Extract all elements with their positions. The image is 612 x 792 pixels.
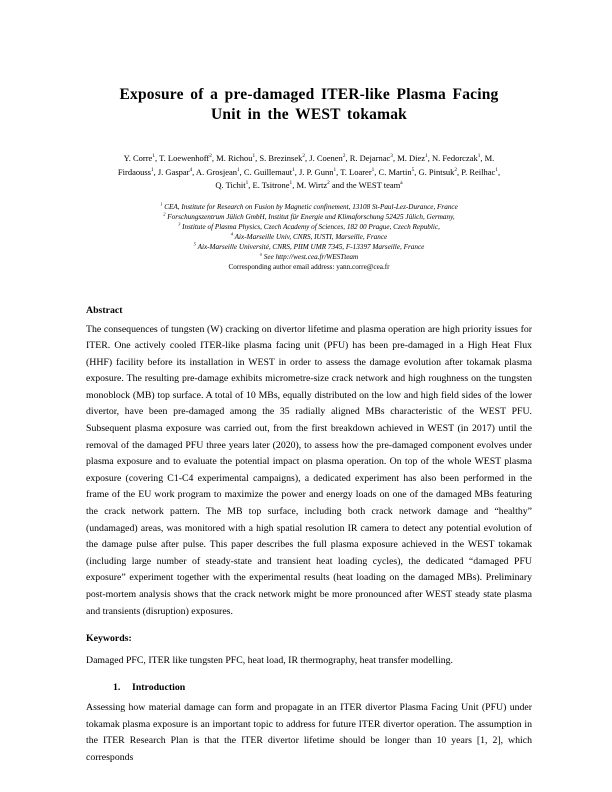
affiliation-3: $^3$ Institute of Plasma Physics, Czech Academy of Sciences, 182 00 Prague, Czech Republic, (178, 221, 440, 231)
affiliation-1: $^1$ CEA, Institute for Research on Fusion by Magnetic confinement, 13108 St-Paul-Lez-Durance, France (160, 201, 458, 211)
section-label: Introduction (132, 682, 186, 694)
authors-line-2: Firdaouss$^1$, J. Gaspar$^4$, A. Grosjean$^1$, C. Guillemaut$^1$, J. P. Gunn$^1$, T. Loarer$^1$, C. Martin$^5$, G. Pintsuk$^2$, P. Reilhac$^1$, (117, 166, 501, 177)
paper-title-line-2: Unit in the WEST tokamak (211, 106, 407, 123)
section-heading-introduction (86, 681, 532, 695)
section-number: 1. (113, 682, 121, 694)
introduction-paragraph: Assessing how material damage can form and propagate in an ITER divertor Plasma Facing Unit (PFU) under tokamak plasma exposure is an important topic to address for future ITER divertor operation. The assumption in the ITER Research Plan is that the ITER divertor lifetime should be longer than 10 years [1, 2], which corresponds (86, 702, 532, 763)
authors-line-3: Q. Tichit$^1$, E. Tsitrone$^1$, M. Wirtz$^2$ and the WEST team$^a$ (215, 180, 403, 190)
corresponding-author-line: Corresponding author email address: yann.corre@cea.fr (228, 262, 390, 271)
keywords-text: Damaged PFC, ITER like tungsten PFC, heat load, IR thermography, heat transfer modelling. (86, 655, 453, 667)
affiliation-2: $^2$ Forschungszentrum Jülich GmbH, Institut für Energie und Klimaforschung 52425 Jülich, Germany, (163, 211, 455, 221)
paper-title (86, 85, 532, 125)
page-content (86, 0, 532, 767)
keywords-heading: Keywords: (86, 633, 132, 645)
affiliation-5: $^5$ Aix-Marseille Université, CNRS, PIIM UMR 7345, F-13397 Marseille, France (193, 241, 425, 251)
paper-title-line-1: Exposure of a pre-damaged ITER-like Plasma Facing (119, 86, 499, 103)
affiliations-block (86, 202, 532, 272)
affiliation-4: $^4$ Aix-Marseille Univ, CNRS, IUSTI, Marseille, France (230, 231, 388, 241)
affiliation-westteam-note: $^a$ See http://west.cea.fr/WESTteam (259, 251, 359, 261)
authors-block (86, 152, 532, 193)
authors-line-1: Y. Corre$^1$, T. Loewenhoff$^2$, M. Richou$^1$, S. Brezinsek$^2$, J. Coenen$^2$, R. Dejarnac$^3$, M. Diez$^1$, N. Fedorczak$^1$, M. (123, 153, 495, 163)
abstract-text: The consequences of tungsten (W) cracking on divertor lifetime and plasma operation are high priority issues for ITER. One actively cooled ITER-like plasma facing unit (PFU) has been pre-damaged in a High Heat Flux (HHF) facility before its installation in WEST in order to assess the damage evolution after tokamak plasma exposure. The resulting pre-damage exhibits micrometre-size crack network and high roughness on the tungsten monoblock (MB) top surface. A total of 10 MBs, equally distributed on the low and high field sides of the lower divertor, have been pre-damaged among the 35 radially aligned MBs characteristic of the WEST PFU. Subsequent plasma exposure was carried out, from the first breakdown achieved in WEST (in 2017) until the removal of the damaged PFU three years later (2020), to assess how the pre-damaged component evolves under plasma exposure and to evaluate the potential impact on plasma operation. On top of the whole WEST plasma exposure (covering C1-C4 experimental campaigns), a dedicated experiment has also been performed in the frame of the EU work program to maximize the power and energy loads on one of the damaged MBs featuring the crack network pattern. The MB top surface, including both crack network damage and “healthy” (undamaged) areas, was monitored with a high spatial resolution IR camera to detect any potential evolution of the damage pulse after pulse. This paper describes the full plasma exposure achieved in the WEST tokamak (including large number of steady-state and transient heat loading cycles), the dedicated “damaged PFU exposure” experiment together with the experimental results (heat loading on the damaged MBs). Preliminary post-mortem analysis shows that the crack network might be more pronounced after WEST steady state plasma and transients (disruption) exposures. (86, 323, 532, 617)
abstract-heading: Abstract (86, 304, 123, 316)
